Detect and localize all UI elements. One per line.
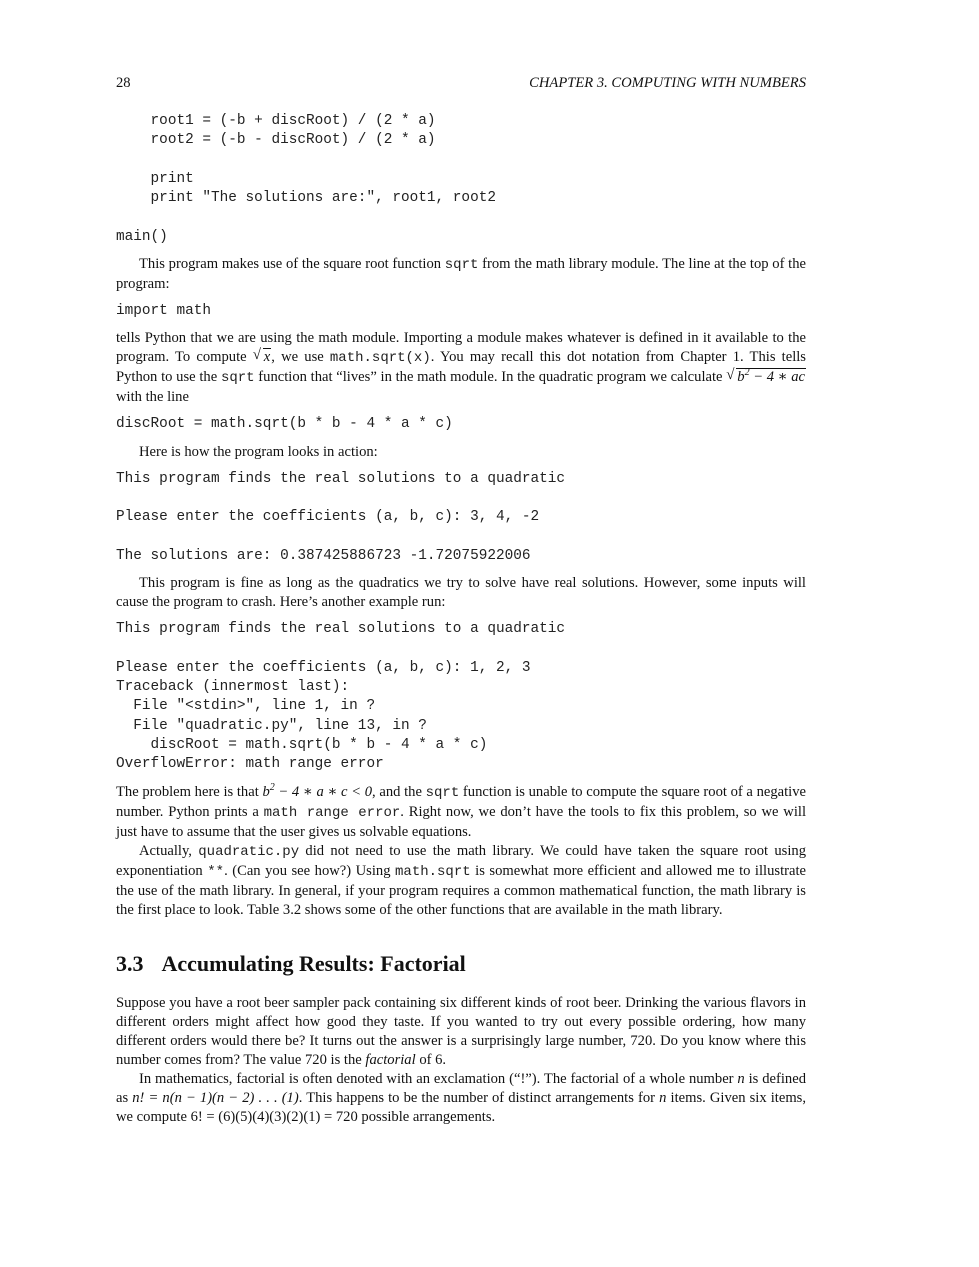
section-title: Accumulating Results: Factorial bbox=[161, 950, 466, 976]
page-number: 28 bbox=[116, 75, 131, 91]
code-block-discroot: discRoot = math.sqrt(b * b - 4 * a * c) bbox=[116, 416, 453, 433]
sqrt-x-symbol: √ x bbox=[252, 347, 271, 366]
document-page bbox=[116, 74, 806, 1127]
code-block-import: import math bbox=[116, 303, 211, 320]
sample-run-error: This program finds the real solutions to a quadratic Please enter the coefficients (a, b, c): 1, 2, 3 Traceback (innermost last): File "<stdin>", line 1, in ? File "quadratic.py", line 13, in ? discRoot = math.sqrt(b * b - 4 * a * c) OverflowError: math range error bbox=[116, 621, 566, 773]
paragraph-crash-intro: This program is fine as long as the quadratics we try to solve have real solutions. However, some inputs will cause the program to crash. Here’s another example run: bbox=[116, 575, 806, 611]
paragraph-factorial-definition: In mathematics, factorial is often denoted with an exclamation (“!”). The factorial of a whole number n is defined as n! = n(n − 1)(n − 2) . . . (1). This happens to be the number of distinct arrangements for n items. Given six items, we compute 6! = (6)(5)(4)(3)(2)(1) = 720 possible arrangements. bbox=[116, 1070, 806, 1125]
sqrt-discriminant-symbol: √ $b^2 - 4$ ∗ ac bbox=[726, 367, 805, 386]
paragraph-root-beer: Suppose you have a root beer sampler pack containing six different kinds of root beer. Drinking the various flavors in different orders might affect how good they taste. If you wanted to try out every possible ordering, how many different orders would there be? It turns out the answer is a surprisingly large number, 720. Do you know where this number comes from? The value 720 is the factorial of 6. bbox=[116, 994, 806, 1068]
code-block-roots: root1 = (-b + discRoot) / (2 * a) root2 = (-b - discRoot) / (2 * a) print print "The solutions are:", root1, root2 main() bbox=[116, 113, 496, 245]
paragraph-sqrt-intro: This program makes use of the square root function sqrt from the math library module. The line at the top of the program: bbox=[116, 256, 806, 293]
chapter-title: CHAPTER 3. COMPUTING WITH NUMBERS bbox=[529, 75, 806, 91]
section-number: 3.3 bbox=[116, 950, 144, 976]
section-heading bbox=[116, 950, 806, 978]
paragraph-problem-explanation: The problem here is that $b^2 - 4$ ∗ a ∗ c < 0, and the sqrt function is unable to compute the square root of a negative number. Python prints a math range error. Right now, we don’t have the tools to fix this problem, so we will just have to assume that the user gives us solvable equations. bbox=[116, 781, 807, 840]
paragraph-import-explanation: tells Python that we are using the math module. Importing a module makes whatever is defined in it available to the program. To compute √ x, we use math.sqrt(x). You may recall this dot notation from Chapter 1. This tells Python to use the sqrt function that “lives” in the math module. In the quadratic program we calculate √ $b^2 - 4$ ∗ ac with the line bbox=[116, 330, 806, 406]
paragraph-exponentiation: Actually, quadratic.py did not need to use the math library. We could have taken the square root using exponentiation **. (Can you see how?) Using math.sqrt is somewhat more efficient and allowed me to illustrate the use of the math library. In general, if your program requires a common mathematical function, the math library is the first place to look. Table 3.2 shows some of the other functions that are available in the math library. bbox=[116, 842, 806, 918]
running-header bbox=[116, 74, 806, 94]
sample-run-success: This program finds the real solutions to a quadratic Please enter the coefficients (a, b, c): 3, 4, -2 The solutions are: 0.387425886723 -1.72075922006 bbox=[116, 470, 566, 564]
paragraph-action-intro: Here is how the program looks in action: bbox=[139, 443, 378, 460]
